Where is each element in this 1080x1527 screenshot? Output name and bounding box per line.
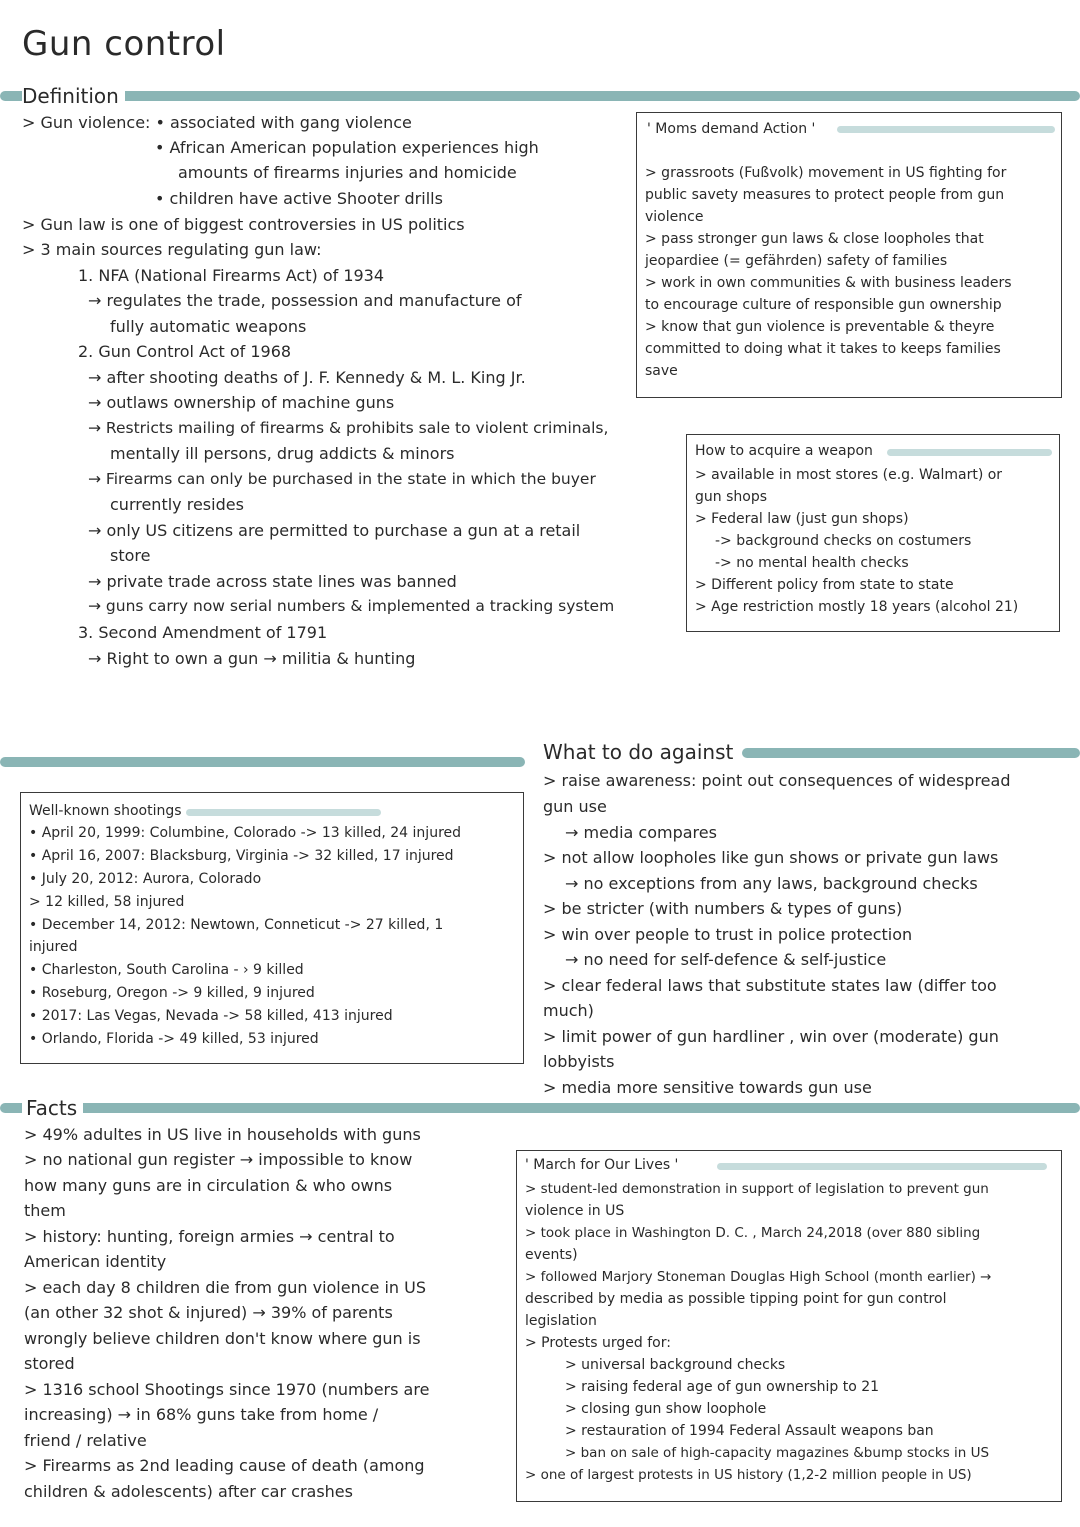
definition-line: store bbox=[110, 546, 151, 565]
definition-line: 2. Gun Control Act of 1968 bbox=[78, 342, 292, 361]
definition-line: 3. Second Amendment of 1791 bbox=[78, 623, 328, 642]
acquire-line: > Age restriction mostly 18 years (alcohol 21) bbox=[695, 599, 1019, 615]
march-line: > closing gun show loophole bbox=[565, 1401, 767, 1417]
march-line: described by media as possible tipping point for gun control bbox=[525, 1291, 947, 1307]
march-line: > one of largest protests in US history (1,2-2 million people in US) bbox=[525, 1467, 972, 1483]
against-line: > raise awareness: point out consequences of widespread bbox=[543, 771, 1011, 790]
against-line: gun use bbox=[543, 797, 607, 816]
facts-line: > 1316 school Shootings since 1970 (numbers are bbox=[24, 1380, 430, 1399]
acquire-line: > available in most stores (e.g. Walmart) or bbox=[695, 467, 1003, 483]
page-title: Gun control bbox=[22, 24, 226, 64]
shootings-title-bar bbox=[186, 809, 381, 816]
against-heading-bar bbox=[742, 748, 1080, 758]
facts-line: friend / relative bbox=[24, 1431, 147, 1450]
facts-line: American identity bbox=[24, 1252, 167, 1271]
facts-line: them bbox=[24, 1201, 66, 1220]
shooting-line: injured bbox=[29, 939, 78, 955]
definition-line: → regulates the trade, possession and manufacture of bbox=[88, 291, 522, 310]
definition-line: > Gun violence: • associated with gang violence bbox=[22, 113, 412, 132]
definition-line: amounts of firearms injuries and homicide bbox=[178, 163, 517, 182]
moms-line: save bbox=[645, 363, 678, 379]
moms-line: > pass stronger gun laws & close loopholes that bbox=[645, 231, 984, 247]
moms-line: > know that gun violence is preventable & theyre bbox=[645, 319, 995, 335]
march-line: events) bbox=[525, 1247, 578, 1263]
march-line: > ban on sale of high-capacity magazines &bump stocks in US bbox=[565, 1445, 990, 1461]
facts-line: children & adolescents) after car crashes bbox=[24, 1482, 353, 1501]
against-line: → no need for self-defence & self-justice bbox=[565, 950, 887, 969]
facts-line: increasing) → in 68% guns take from home / bbox=[24, 1405, 379, 1424]
definition-line: → Restricts mailing of firearms & prohibits sale to violent criminals, bbox=[88, 419, 609, 437]
moms-line: public savety measures to protect people from gun bbox=[645, 187, 1005, 203]
acquire-line: -> no mental health checks bbox=[715, 555, 909, 571]
facts-heading: Facts bbox=[22, 1096, 83, 1120]
facts-line: > no national gun register → impossible to know bbox=[24, 1150, 413, 1169]
march-line: > raising federal age of gun ownership to 21 bbox=[565, 1379, 880, 1395]
acquire-title-bar bbox=[887, 449, 1052, 456]
acquire-line: -> background checks on costumers bbox=[715, 533, 972, 549]
against-line: > media more sensitive towards gun use bbox=[543, 1078, 872, 1097]
march-box-title: ' March for Our Lives ' bbox=[525, 1157, 679, 1173]
against-line: > be stricter (with numbers & types of guns) bbox=[543, 899, 903, 918]
facts-line: wrongly believe children don't know where gun is bbox=[24, 1329, 421, 1348]
against-line: → no exceptions from any laws, background checks bbox=[565, 874, 978, 893]
shooting-line: • Orlando, Florida -> 49 killed, 53 injured bbox=[29, 1031, 319, 1047]
acquire-line: > Different policy from state to state bbox=[695, 577, 954, 593]
against-line: > win over people to trust in police protection bbox=[543, 925, 913, 944]
march-line: > student-led demonstration in support of legislation to prevent gun bbox=[525, 1181, 989, 1197]
definition-line: → outlaws ownership of machine guns bbox=[88, 393, 395, 412]
moms-title-bar bbox=[837, 126, 1055, 133]
acquire-line: gun shops bbox=[695, 489, 767, 505]
moms-line: > grassroots (Fußvolk) movement in US fighting for bbox=[645, 165, 1007, 181]
march-for-our-lives-box bbox=[516, 1150, 1062, 1502]
moms-line: violence bbox=[645, 209, 704, 225]
march-line: legislation bbox=[525, 1313, 597, 1329]
definition-line: → Firearms can only be purchased in the state in which the buyer bbox=[88, 470, 596, 488]
moms-line: jeopardiee (= gefährden) safety of families bbox=[645, 253, 948, 269]
facts-line: > 49% adultes in US live in households with guns bbox=[24, 1125, 421, 1144]
facts-line: stored bbox=[24, 1354, 75, 1373]
definition-line: → after shooting deaths of J. F. Kennedy & M. L. King Jr. bbox=[88, 368, 526, 387]
against-line: > clear federal laws that substitute states law (differ too bbox=[543, 976, 997, 995]
shooting-line: • April 20, 1999: Columbine, Colorado -> 13 killed, 24 injured bbox=[29, 825, 462, 841]
definition-heading: Definition bbox=[22, 84, 125, 108]
march-line: violence in US bbox=[525, 1203, 625, 1219]
march-line: > restauration of 1994 Federal Assault weapons ban bbox=[565, 1423, 934, 1439]
facts-line: > each day 8 children die from gun violence in US bbox=[24, 1278, 426, 1297]
moms-demand-action-box bbox=[636, 112, 1062, 398]
shooting-line: • April 16, 2007: Blacksburg, Virginia -> 32 killed, 17 injured bbox=[29, 848, 454, 864]
definition-line: mentally ill persons, drug addicts & minors bbox=[110, 444, 455, 463]
definition-line: currently resides bbox=[110, 495, 244, 514]
against-line: > not allow loopholes like gun shows or private gun laws bbox=[543, 848, 999, 867]
shooting-line: • December 14, 2012: Newtown, Conneticut -> 27 killed, 1 bbox=[29, 917, 444, 933]
facts-heading-bar bbox=[0, 1103, 1080, 1113]
middle-divider-bar bbox=[0, 757, 525, 767]
facts-line: > Firearms as 2nd leading cause of death (among bbox=[24, 1456, 425, 1475]
acquire-weapon-box bbox=[686, 434, 1060, 632]
moms-line: committed to doing what it takes to keeps families bbox=[645, 341, 1001, 357]
shooting-line: • Roseburg, Oregon -> 9 killed, 9 injured bbox=[29, 985, 315, 1001]
definition-line: fully automatic weapons bbox=[110, 317, 307, 336]
against-line: lobbyists bbox=[543, 1052, 615, 1071]
definition-line: • children have active Shooter drills bbox=[155, 189, 443, 208]
march-line: > took place in Washington D. C. , March 24,2018 (over 880 sibling bbox=[525, 1225, 981, 1241]
definition-line: > 3 main sources regulating gun law: bbox=[22, 240, 322, 259]
definition-line: → guns carry now serial numbers & implemented a tracking system bbox=[88, 597, 615, 615]
against-line: much) bbox=[543, 1001, 594, 1020]
shooting-line: • July 20, 2012: Aurora, Colorado bbox=[29, 871, 262, 887]
definition-line: → private trade across state lines was banned bbox=[88, 572, 457, 591]
shooting-line: > 12 killed, 58 injured bbox=[29, 894, 185, 910]
moms-box-title: ' Moms demand Action ' bbox=[647, 121, 816, 137]
against-line: > limit power of gun hardliner , win over (moderate) gun bbox=[543, 1027, 999, 1046]
march-line: > Protests urged for: bbox=[525, 1335, 671, 1351]
march-title-bar bbox=[717, 1163, 1047, 1170]
definition-heading-bar bbox=[0, 91, 1080, 101]
moms-line: > work in own communities & with business leaders bbox=[645, 275, 1012, 291]
facts-line: (an other 32 shot & injured) → 39% of parents bbox=[24, 1303, 393, 1322]
march-line: > followed Marjory Stoneman Douglas High School (month earlier) → bbox=[525, 1269, 992, 1285]
shooting-line: • Charleston, South Carolina - › 9 killed bbox=[29, 962, 304, 978]
shooting-line: • 2017: Las Vegas, Nevada -> 58 killed, 413 injured bbox=[29, 1008, 393, 1024]
facts-line: how many guns are in circulation & who owns bbox=[24, 1176, 393, 1195]
facts-line: > history: hunting, foreign armies → central to bbox=[24, 1227, 395, 1246]
against-heading: What to do against bbox=[543, 740, 739, 764]
definition-line: > Gun law is one of biggest controversies in US politics bbox=[22, 215, 465, 234]
march-line: > universal background checks bbox=[565, 1357, 786, 1373]
shootings-box-title: Well-known shootings bbox=[29, 803, 182, 819]
acquire-box-title: How to acquire a weapon bbox=[695, 443, 873, 459]
definition-line: → only US citizens are permitted to purchase a gun at a retail bbox=[88, 521, 581, 540]
moms-line: to encourage culture of responsible gun ownership bbox=[645, 297, 1002, 313]
against-line: → media compares bbox=[565, 823, 717, 842]
definition-line: → Right to own a gun → militia & hunting bbox=[88, 649, 416, 668]
shootings-box bbox=[20, 792, 524, 1064]
definition-line: • African American population experiences high bbox=[155, 138, 539, 157]
definition-line: 1. NFA (National Firearms Act) of 1934 bbox=[78, 266, 385, 285]
acquire-line: > Federal law (just gun shops) bbox=[695, 511, 909, 527]
